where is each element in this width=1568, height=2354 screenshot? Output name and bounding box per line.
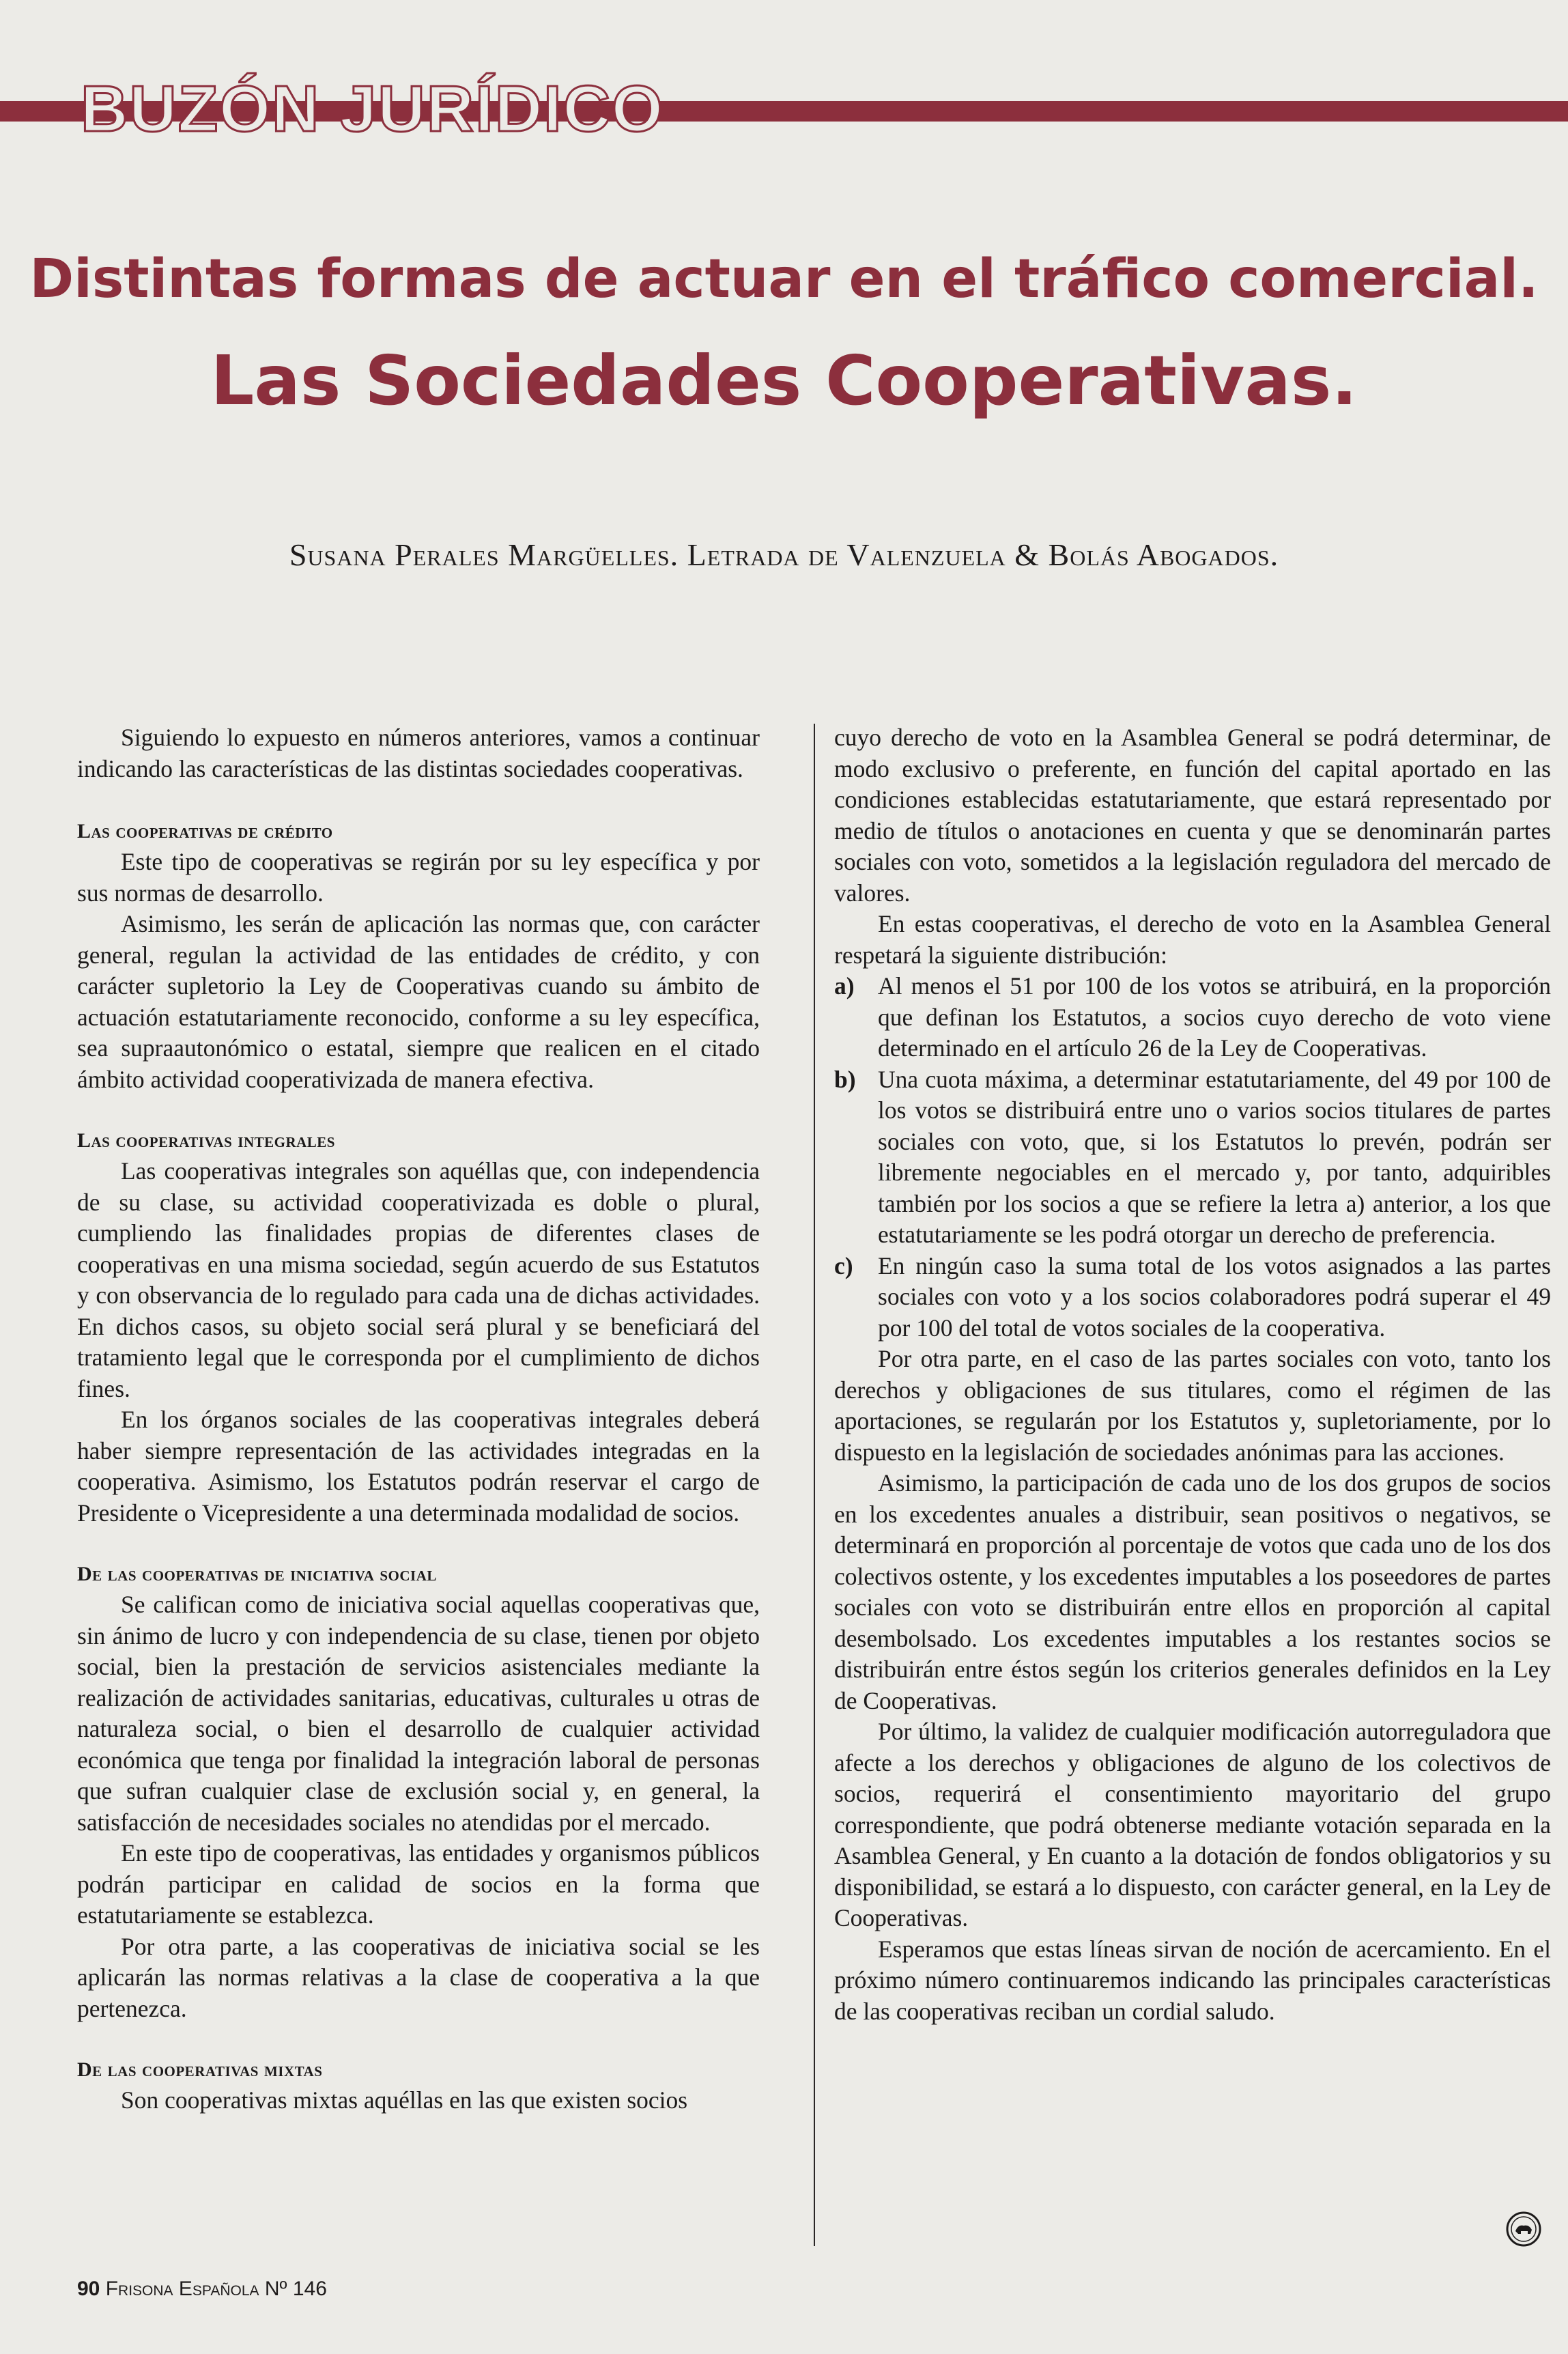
paragraph: cuyo derecho de voto en la Asamblea General se podrá determinar, de modo exclusivo o preferente, en función del capital aportado en las condiciones establecidas estatutariamente, que estará representado por medio de títulos o anotaciones en cuenta y que se denominarán partes sociales con voto, sometidos a la legislación reguladora del mercado de valores. (834, 724, 1551, 907)
section-heading-credito: Las cooperativas de crédito (77, 820, 333, 842)
list-item (834, 1251, 1551, 1344)
page-number: 90 (77, 2278, 100, 2300)
list-item (834, 971, 1551, 1064)
paragraph: Este tipo de cooperativas se regirán por su ley específica y por sus normas de desarrollo. (77, 848, 760, 907)
page-footer (77, 2278, 327, 2301)
paragraph: En los órganos sociales de las cooperativas integrales deberá haber siempre representación de las actividades integradas en la cooperativa. Asimismo, los Estatutos podrán reservar el cargo de Presidente o Vicepresidente a una determinada modalidad de socios. (77, 1406, 760, 1527)
section-heading-iniciativa-social: De las cooperativas de iniciativa social (77, 1563, 437, 1585)
section-heading-integrales: Las cooperativas integrales (77, 1129, 335, 1152)
paragraph: Por otra parte, en el caso de las partes sociales con voto, tanto los derechos y obligaciones de sus titulares, como el régimen de las aportaciones, se regularán por los Estatutos y, supletoriamente, por lo dispuesto en la legislación de sociedades anónimas para las acciones. (834, 1345, 1551, 1466)
paragraph: Son cooperativas mixtas aquéllas en las que existen socios (121, 2086, 688, 2114)
list-item-text: En ningún caso la suma total de los votos asignados a las partes sociales con voto y a los socios colaboradores podrá superar el 49 por 100 del total de votos sociales de la cooperativa. (878, 1251, 1551, 1342)
list-item-text: Al menos el 51 por 100 de los votos se atribuirá, en la proporción que definan los Estatutos, a socios cuyo derecho de voto viene determinado en el artículo 26 de la Ley de Cooperativas. (878, 972, 1551, 1062)
column-divider (814, 724, 815, 2246)
magazine-name: Frisona Española Nº 146 (105, 2278, 327, 2300)
article-title-line1: Distintas formas de actuar en el tráfico comercial. (29, 249, 1539, 310)
section-heading-mixtas: De las cooperativas mixtas (77, 2058, 323, 2081)
left-column (77, 722, 760, 2116)
list-marker: c) (834, 1251, 853, 1279)
paragraph: Por último, la validez de cualquier modificación autorreguladora que afecte a los derechos y obligaciones de alguno de los colectivos de socios, requerirá el consentimiento mayoritario del grupo correspondiente, que podrá obtenerse mediante votación separada en la Asamblea General, y En cuanto a la dotación de fondos obligatorios y su disponibilidad, se estará a lo dispuesto, con carácter general, en la Ley de Cooperativas. (834, 1718, 1551, 1931)
paragraph: Se califican como de iniciativa social aquellas cooperativas que, sin ánimo de lucro y con independencia de su clase, tienen por objeto social, bien la prestación de servicios asistenciales mediante la realización de actividades sanitarias, educativas, culturales u otras de naturaleza social, o bien el desarrollo de cualquier actividad económica que tenga por finalidad la integración laboral de personas que sufran cualquier clase de exclusión social y, en general, la satisfacción de necesidades sociales no atendidas por el mercado. (77, 1591, 760, 1836)
paragraph: Por otra parte, a las cooperativas de iniciativa social se les aplicarán las normas relativas a la clase de cooperativa a la que pertenezca. (77, 1932, 760, 2022)
paragraph: Esperamos que estas líneas sirvan de noción de acercamiento. En el próximo número continuaremos indicando las principales características de las cooperativas reciban un cordial saludo. (834, 1935, 1551, 2025)
article-author: Susana Perales Margüelles. Letrada de Valenzuela & Bolás Abogados. (289, 537, 1279, 572)
right-column (834, 722, 1551, 2027)
list-item-text: Una cuota máxima, a determinar estatutariamente, del 49 por 100 de los votos se distribuirá entre uno o varios socios titulares de partes sociales con voto, que, si los Estatutos lo prevén, podrán ser libremente negociables en el mercado y, por tanto, adquiribles también por los socios a que se refiere la letra a) anterior, a los que estatutariamente se les podrá otorgar un derecho de preferencia. (878, 1065, 1551, 1248)
paragraph: En este tipo de cooperativas, las entidades y organismos públicos podrán participar en calidad de socios en la forma que estatutariamente se establezca. (77, 1839, 760, 1929)
section-title: BUZÓN JURÍDICO (81, 72, 664, 145)
article-title-line2: Las Sociedades Cooperativas. (210, 341, 1358, 421)
paragraph: En estas cooperativas, el derecho de voto en la Asamblea General respetará la siguiente distribución: (834, 910, 1551, 969)
list-marker: b) (834, 1065, 856, 1093)
list-item (834, 1064, 1551, 1251)
intro-paragraph: Siguiendo lo expuesto en números anteriores, vamos a continuar indicando las características de las distintas sociedades cooperativas. (77, 724, 760, 782)
cow-logo-icon (1505, 2211, 1542, 2247)
paragraph: Las cooperativas integrales son aquéllas que, con independencia de su clase, su actividad cooperativizada es doble o plural, cumpliendo las finalidades propias de diferentes clases de cooperativas en una misma sociedad, según acuerdo de sus Estatutos y con observancia de lo regulado para cada una de dichas actividades. En dichos casos, su objeto social será plural y se beneficiará del tratamiento legal que le corresponda por el cumplimiento de dichos fines. (77, 1157, 760, 1402)
paragraph: Asimismo, les serán de aplicación las normas que, con carácter general, regulan la actividad de las entidades de crédito, y con carácter supletorio la Ley de Cooperativas cuando su ámbito de actuación estatutariamente reconocido, conforme a su ley específica, sea supraautonómico o estatal, siempre que realicen en el citado ámbito actividad cooperativizada de manera efectiva. (77, 910, 760, 1093)
list-marker: a) (834, 972, 855, 999)
paragraph: Asimismo, la participación de cada uno de los dos grupos de socios en los excedentes anuales a distribuir, sean positivos o negativos, se determinará en proporción al porcentaje de votos que cada uno de los dos colectivos ostente, y los excedentes imputables a los poseedores de partes sociales con voto se distribuirán entre ellos en proporción al capital desembolsado. Los excedentes imputables a los restantes socios se distribuirán entre éstos según los criterios generales definidos en la Ley de Cooperativas. (834, 1469, 1551, 1714)
